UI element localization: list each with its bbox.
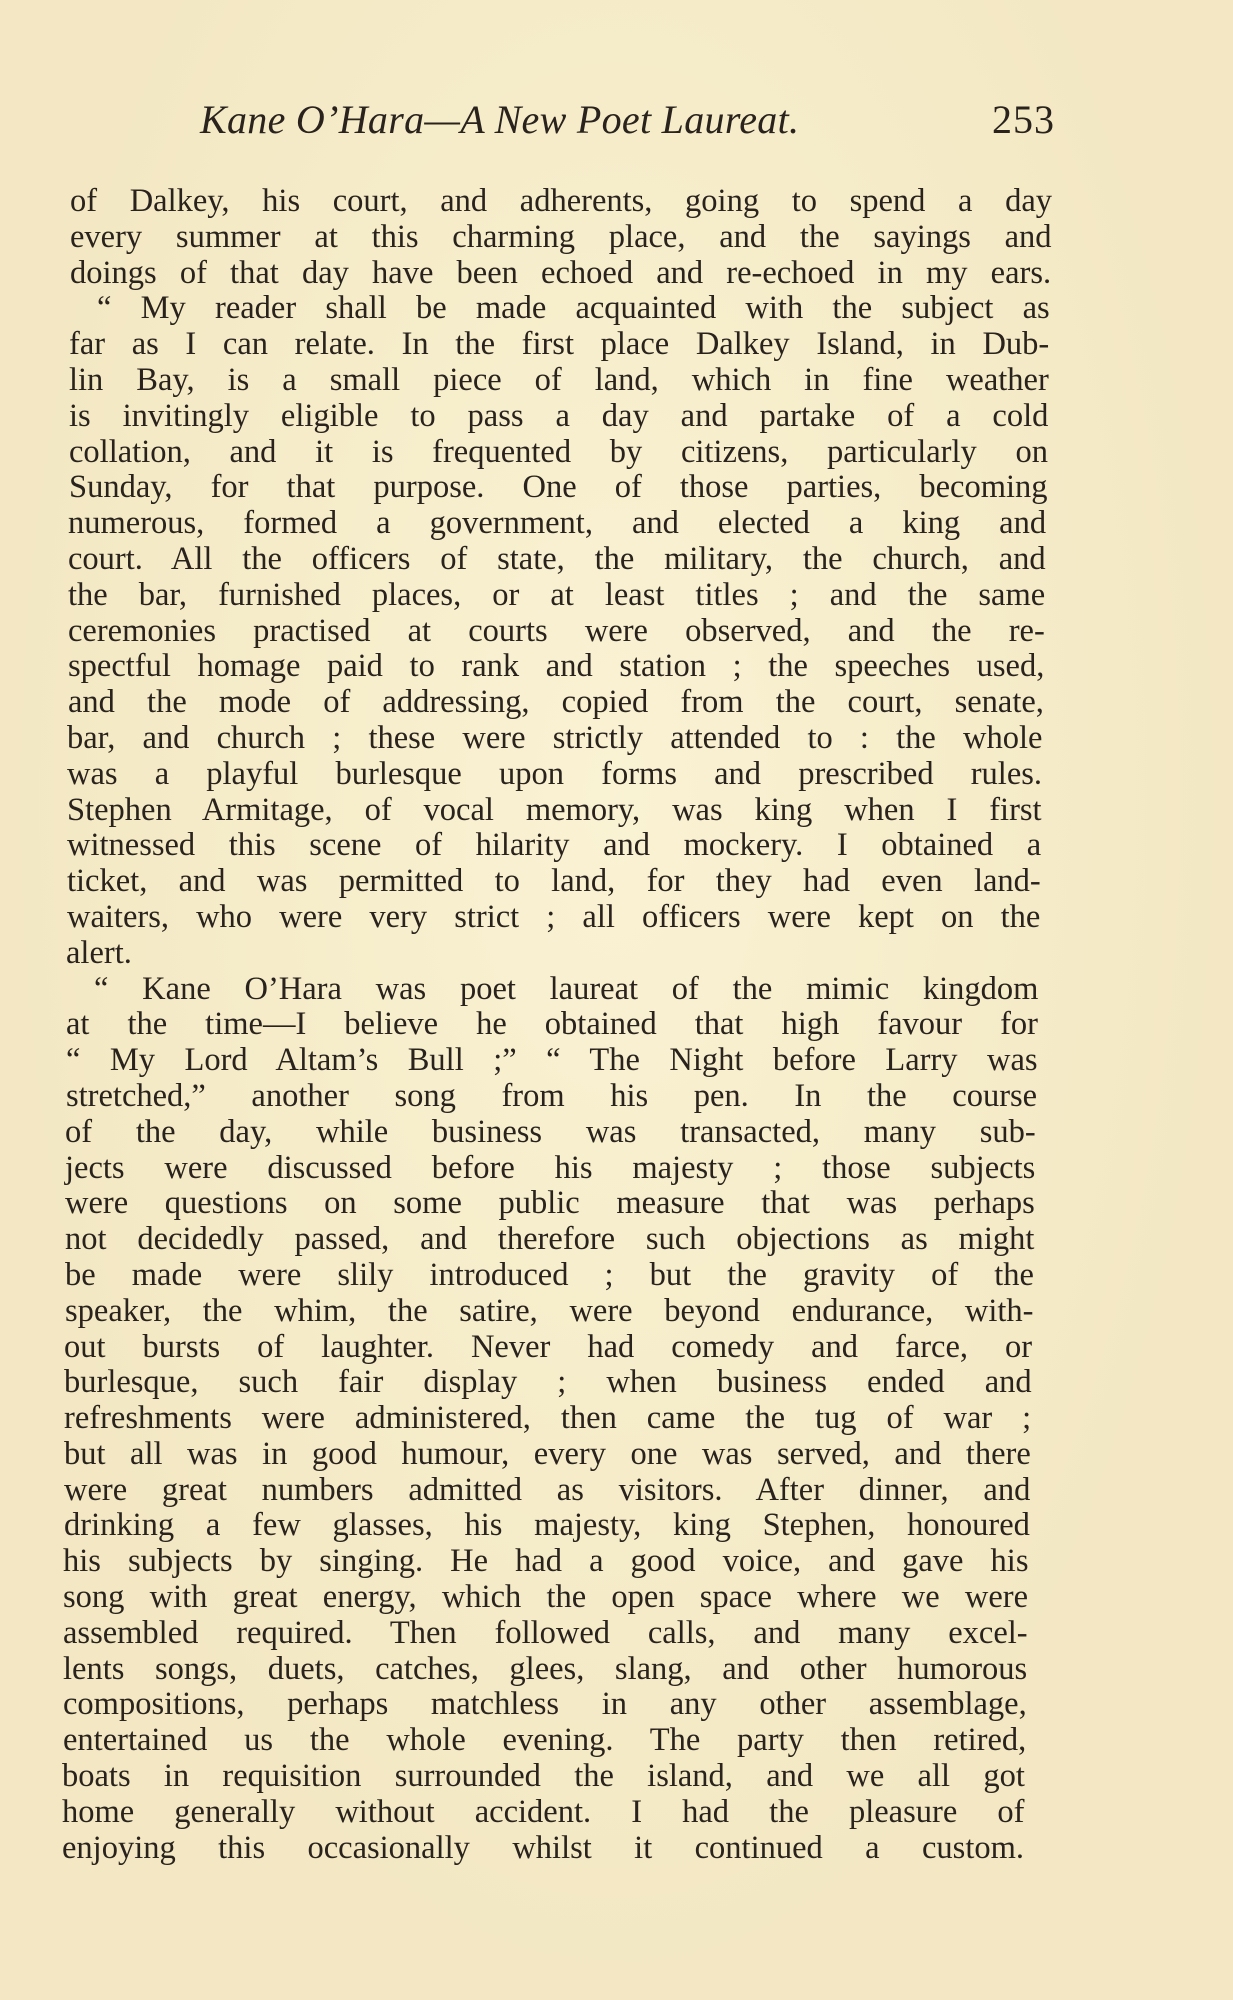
text-line: numerous, formed a government, and elected a king and — [68, 505, 1047, 542]
text-line: “ Kane O’Hara was poet laureat of the mimic kingdom — [94, 970, 1039, 1007]
text-line: were great numbers admitted as visitors. After dinner, and — [64, 1471, 1031, 1508]
text-line: collation, and it is frequented by citizens, particularly on — [69, 433, 1048, 470]
body-text — [58, 184, 1052, 1866]
text-line: ticket, and was permitted to land, for they had even land- — [67, 863, 1041, 900]
text-line: Stephen Armitage, of vocal memory, was king when I first — [67, 791, 1042, 828]
text-line: every summer at this charming place, and the sayings and — [70, 218, 1052, 255]
text-line: the bar, furnished places, or at least titles ; and the same — [68, 576, 1046, 613]
running-head-title: Kane O’Hara—A New Poet Laureat. — [200, 97, 800, 142]
text-line: drinking a few glasses, his majesty, king Stephen, honoured — [64, 1507, 1030, 1544]
text-line: assembled required. Then followed calls, and many excel- — [63, 1614, 1028, 1651]
text-line: lin Bay, is a small piece of land, which in fine weather — [69, 361, 1049, 398]
text-line: compositions, perhaps matchless in any other assemblage, — [63, 1686, 1027, 1723]
text-line: entertained us the whole evening. The party then retired, — [63, 1722, 1027, 1759]
text-line: bar, and church ; these were strictly attended to : the whole — [67, 719, 1043, 756]
text-line: enjoying this occasionally whilst it continued a custom. — [62, 1829, 1024, 1866]
text-line: spectful homage paid to rank and station ; the speeches used, — [68, 648, 1045, 685]
text-line: doings of that day have been echoed and re-echoed in my ears. — [70, 254, 1052, 291]
text-line: Sunday, for that purpose. One of those parties, becoming — [69, 469, 1048, 506]
text-line: of the day, while business was transacted, many sub- — [65, 1113, 1036, 1150]
text-line: not decidedly passed, and therefore such objections as might — [65, 1221, 1035, 1258]
text-line: were questions on some public measure that was perhaps — [65, 1185, 1035, 1222]
text-line: burlesque, such fair display ; when business ended and — [64, 1364, 1032, 1401]
text-line: alert. — [66, 934, 132, 971]
text-line: his subjects by singing. He had a good voice, and gave his — [63, 1543, 1029, 1580]
text-line: of Dalkey, his court, and adherents, going to spend a day — [70, 183, 1052, 219]
text-line: “ My reader shall be made acquainted with the subject as — [97, 290, 1050, 327]
text-line: song with great energy, which the open space where we were — [63, 1579, 1029, 1616]
text-line: at the time—I believe he obtained that high favour for — [66, 1006, 1038, 1043]
text-line: but all was in good humour, every one was served, and there — [64, 1435, 1031, 1472]
text-line: speaker, the whim, the satire, were beyond endurance, with- — [65, 1292, 1034, 1329]
text-line: jects were discussed before his majesty ; those subjects — [65, 1149, 1036, 1186]
text-line: was a playful burlesque upon forms and prescribed rules. — [67, 755, 1043, 792]
text-line: stretched,” another song from his pen. In the course — [66, 1077, 1038, 1114]
text-line: boats in requisition surrounded the island, and we all got — [62, 1758, 1025, 1795]
text-line: waiters, who were very strict ; all officers were kept on the — [67, 898, 1041, 935]
text-line: witnessed this scene of hilarity and mockery. I obtained a — [67, 827, 1042, 864]
text-line: “ My Lord Altam’s Bull ;” “ The Night before Larry was — [66, 1042, 1038, 1079]
text-line: home generally without accident. I had the pleasure of — [62, 1793, 1025, 1830]
text-line: ceremonies practised at courts were observed, and the re- — [68, 612, 1045, 649]
text-line: out bursts of laughter. Never had comedy and farce, or — [64, 1328, 1033, 1365]
text-line: court. All the officers of state, the military, the church, and — [68, 540, 1046, 577]
text-line: lents songs, duets, catches, glees, slang, and other humorous — [63, 1650, 1028, 1687]
text-line: is invitingly eligible to pass a day and partake of a cold — [69, 397, 1049, 434]
page-number: 253 — [992, 97, 1055, 142]
text-line: be made were slily introduced ; but the gravity of the — [65, 1256, 1034, 1293]
text-line: refreshments were administered, then came the tug of war ; — [64, 1400, 1032, 1437]
running-head — [200, 92, 1055, 148]
text-line: far as I can relate. In the first place Dalkey Island, in Dub- — [69, 326, 1050, 363]
text-line: and the mode of addressing, copied from the court, senate, — [68, 684, 1044, 721]
